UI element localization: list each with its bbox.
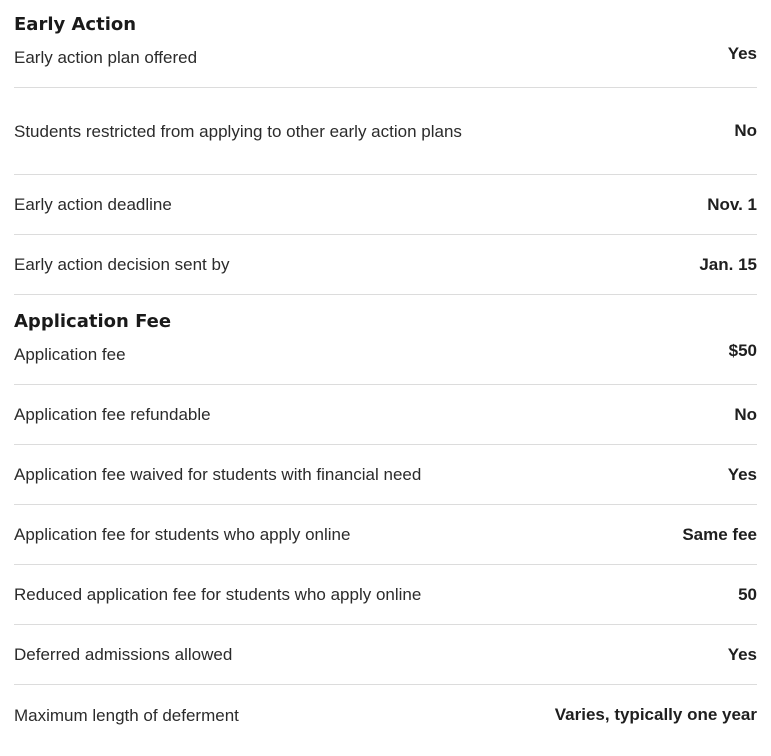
detail-value: Nov. 1 [707, 194, 757, 214]
detail-label: Application fee refundable [14, 405, 211, 424]
detail-label: Early action deadline [14, 195, 172, 214]
detail-value: No [734, 121, 757, 140]
detail-label: Application fee waived for students with financial need [14, 465, 422, 484]
detail-value: Same fee [682, 524, 757, 544]
detail-row-reduced-online-fee [14, 565, 757, 625]
detail-value: Jan. 15 [699, 254, 757, 274]
detail-label: Early action decision sent by [14, 255, 230, 274]
detail-label: Maximum length of deferment [14, 705, 239, 725]
detail-value: Yes [727, 44, 757, 63]
detail-row-fee-waived [14, 445, 757, 505]
detail-label: Students restricted from applying to other early action plans [14, 121, 462, 141]
detail-label: Reduced application fee for students who apply online [14, 585, 422, 604]
early-action-rows [14, 36, 757, 295]
detail-row-decision-sent [14, 235, 757, 295]
detail-row-restricted [14, 88, 757, 175]
detail-label: Application fee [14, 345, 126, 364]
detail-value: Varies, typically one year [554, 705, 757, 724]
detail-label: Deferred admissions allowed [14, 645, 233, 664]
detail-row-early-action-plan [14, 36, 757, 88]
detail-row-fee-refundable [14, 385, 757, 445]
detail-value: No [734, 404, 757, 424]
detail-row-deferment-length [14, 685, 757, 745]
detail-row-application-fee [14, 333, 757, 385]
application-fee-rows [14, 333, 757, 745]
detail-value: 50 [738, 584, 757, 604]
section-title-early-action: Early Action [14, 14, 137, 35]
early-action-section [14, 0, 757, 295]
detail-value: Yes [727, 464, 757, 484]
detail-row-early-action-deadline [14, 175, 757, 235]
detail-value: $50 [728, 341, 757, 360]
detail-row-deferred-admissions [14, 625, 757, 685]
detail-label: Early action plan offered [14, 48, 198, 67]
detail-row-online-fee [14, 505, 757, 565]
section-title-application-fee: Application Fee [14, 311, 172, 332]
detail-value: Yes [727, 644, 757, 664]
application-fee-section [14, 295, 757, 745]
detail-label: Application fee for students who apply online [14, 525, 351, 544]
